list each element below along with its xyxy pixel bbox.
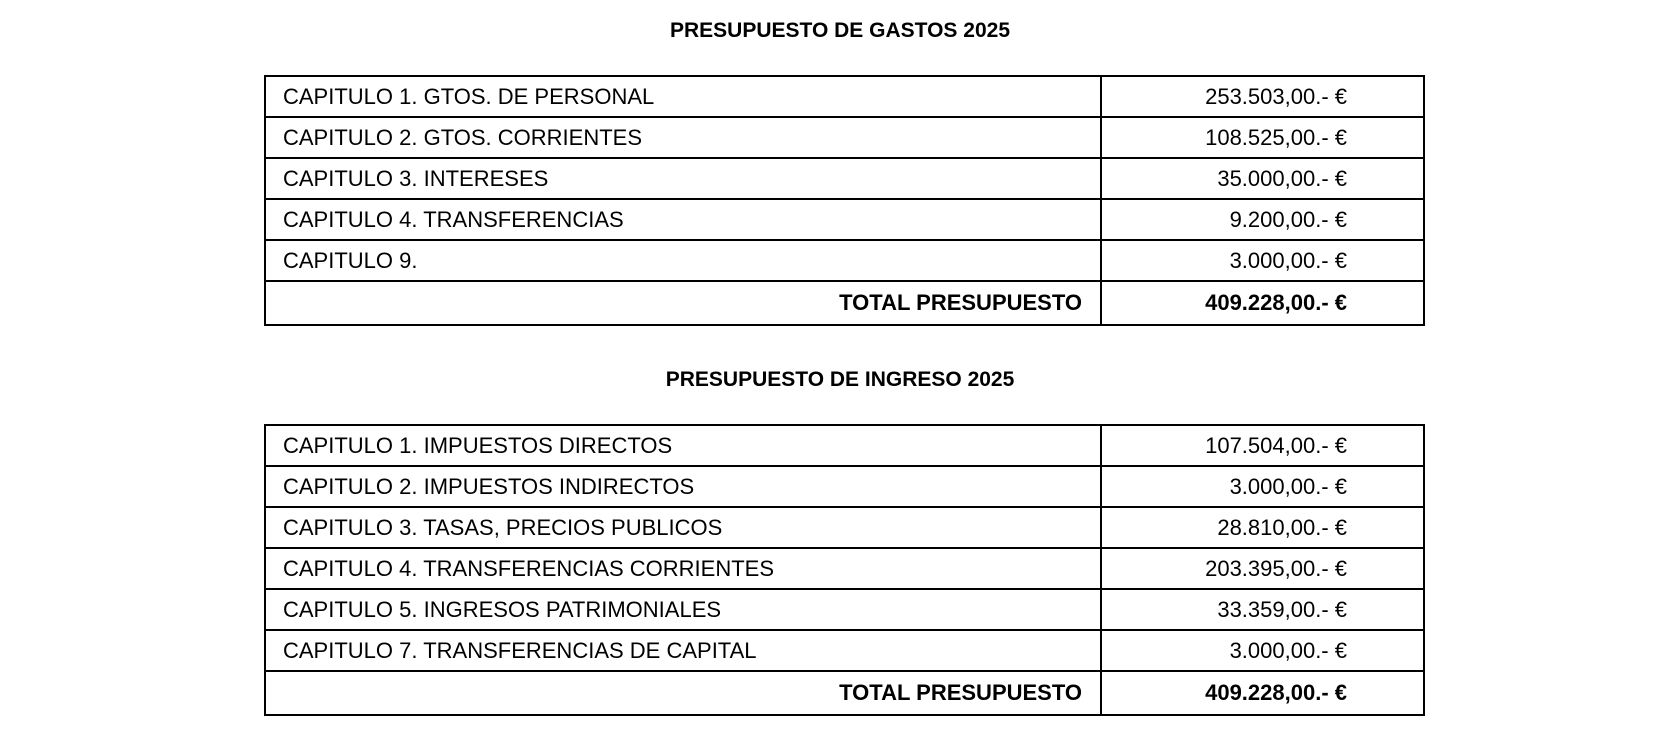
table-row: [265, 199, 1424, 240]
chapter-label: CAPITULO 7. TRANSFERENCIAS DE CAPITAL: [265, 630, 1101, 671]
chapter-label: CAPITULO 2. IMPUESTOS INDIRECTOS: [265, 466, 1101, 507]
chapter-amount: 9.200,00.- €: [1101, 199, 1424, 240]
table-row: [265, 240, 1424, 281]
table-row: [265, 425, 1424, 466]
chapter-amount: 107.504,00.- €: [1101, 425, 1424, 466]
chapter-amount: 35.000,00.- €: [1101, 158, 1424, 199]
ingresos-table: [264, 424, 1425, 716]
chapter-amount: 3.000,00.- €: [1101, 240, 1424, 281]
chapter-label: CAPITULO 9.: [265, 240, 1101, 281]
chapter-label: CAPITULO 3. TASAS, PRECIOS PUBLICOS: [265, 507, 1101, 548]
chapter-amount: 203.395,00.- €: [1101, 548, 1424, 589]
total-amount: 409.228,00.- €: [1101, 281, 1424, 325]
table-row: [265, 589, 1424, 630]
table-row: [265, 548, 1424, 589]
chapter-amount: 108.525,00.- €: [1101, 117, 1424, 158]
gastos-table: [264, 75, 1425, 326]
ingresos-title: PRESUPUESTO DE INGRESO 2025: [665, 368, 1015, 391]
total-row: [265, 671, 1424, 715]
chapter-label: CAPITULO 2. GTOS. CORRIENTES: [265, 117, 1101, 158]
table-row: [265, 158, 1424, 199]
chapter-amount: 3.000,00.- €: [1101, 466, 1424, 507]
total-amount: 409.228,00.- €: [1101, 671, 1424, 715]
chapter-amount: 253.503,00.- €: [1101, 76, 1424, 117]
table-row: [265, 466, 1424, 507]
total-row: [265, 281, 1424, 325]
chapter-label: CAPITULO 4. TRANSFERENCIAS: [265, 199, 1101, 240]
total-label: TOTAL PRESUPUESTO: [265, 281, 1101, 325]
gastos-title: PRESUPUESTO DE GASTOS 2025: [669, 19, 1010, 42]
total-label: TOTAL PRESUPUESTO: [265, 671, 1101, 715]
chapter-label: CAPITULO 1. IMPUESTOS DIRECTOS: [265, 425, 1101, 466]
chapter-amount: 28.810,00.- €: [1101, 507, 1424, 548]
table-row: [265, 117, 1424, 158]
table-row: [265, 76, 1424, 117]
chapter-label: CAPITULO 5. INGRESOS PATRIMONIALES: [265, 589, 1101, 630]
chapter-label: CAPITULO 4. TRANSFERENCIAS CORRIENTES: [265, 548, 1101, 589]
chapter-amount: 33.359,00.- €: [1101, 589, 1424, 630]
table-row: [265, 507, 1424, 548]
chapter-amount: 3.000,00.- €: [1101, 630, 1424, 671]
chapter-label: CAPITULO 3. INTERESES: [265, 158, 1101, 199]
table-row: [265, 630, 1424, 671]
chapter-label: CAPITULO 1. GTOS. DE PERSONAL: [265, 76, 1101, 117]
